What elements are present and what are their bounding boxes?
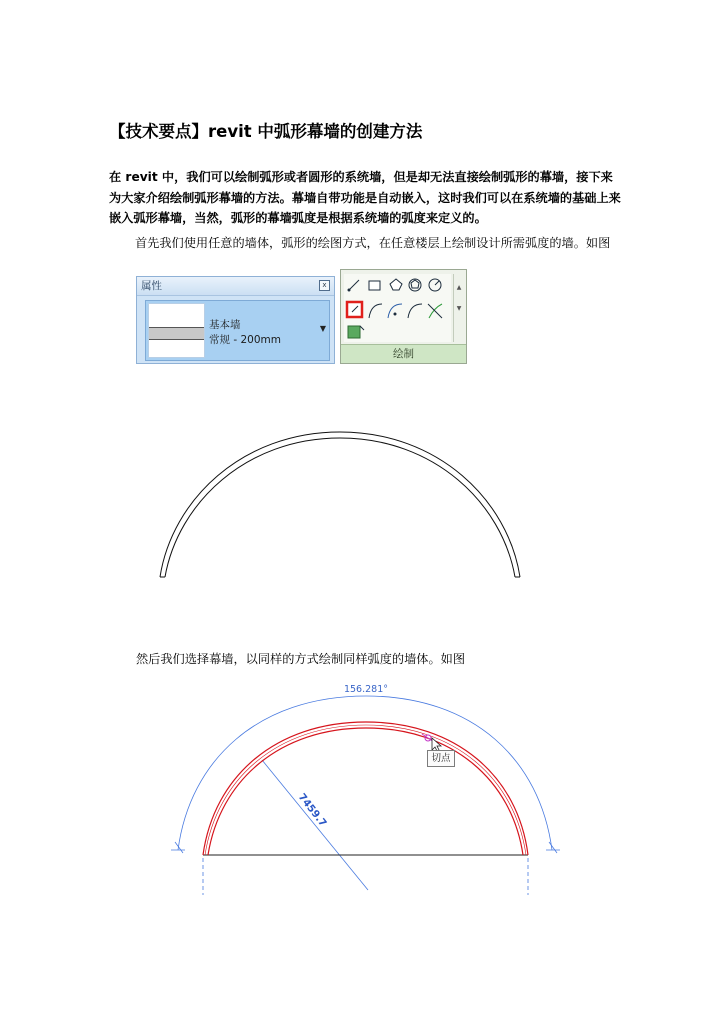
properties-title: 属性 <box>137 277 334 296</box>
curtain-wall-arc <box>203 722 528 855</box>
type-name: 常规 - 200mm <box>209 334 281 346</box>
scroll-up-icon[interactable]: ▲ <box>456 284 462 291</box>
close-icon[interactable]: x <box>319 280 330 291</box>
intro-paragraph: 在 revit 中，我们可以绘制弧形或者圆形的系统墙，但是却无法直接绘制弧形的幕墙，接下来为大家介绍绘制弧形幕墙的方法。幕墙自带功能是自动嵌入，这时我们可以在系统墙的基础上来嵌入弧形幕墙，当然，弧形的幕墙弧度是根据系统墙的弧度来定义的。 <box>109 170 621 225</box>
page-title: 【技术要点】revit 中弧形幕墙的创建方法 <box>109 122 423 141</box>
angle-dimension: 156.281° <box>343 684 389 695</box>
snap-tooltip: 切点 <box>427 750 455 767</box>
scroll-down-icon[interactable]: ▼ <box>456 305 462 312</box>
type-family: 基本墙 <box>209 319 241 331</box>
radius-dimension: 7459.7 <box>295 791 329 830</box>
chevron-down-icon[interactable]: ▼ <box>319 324 326 333</box>
step1-paragraph: 首先我们使用任意的墙体，弧形的绘图方式，在任意楼层上绘制设计所需弧度的墙。如图 <box>135 236 611 250</box>
step2-paragraph: 然后我们选择幕墙，以同样的方式绘制同样弧度的墙体。如图 <box>136 652 466 666</box>
draw-panel-label: 绘制 <box>341 344 466 363</box>
